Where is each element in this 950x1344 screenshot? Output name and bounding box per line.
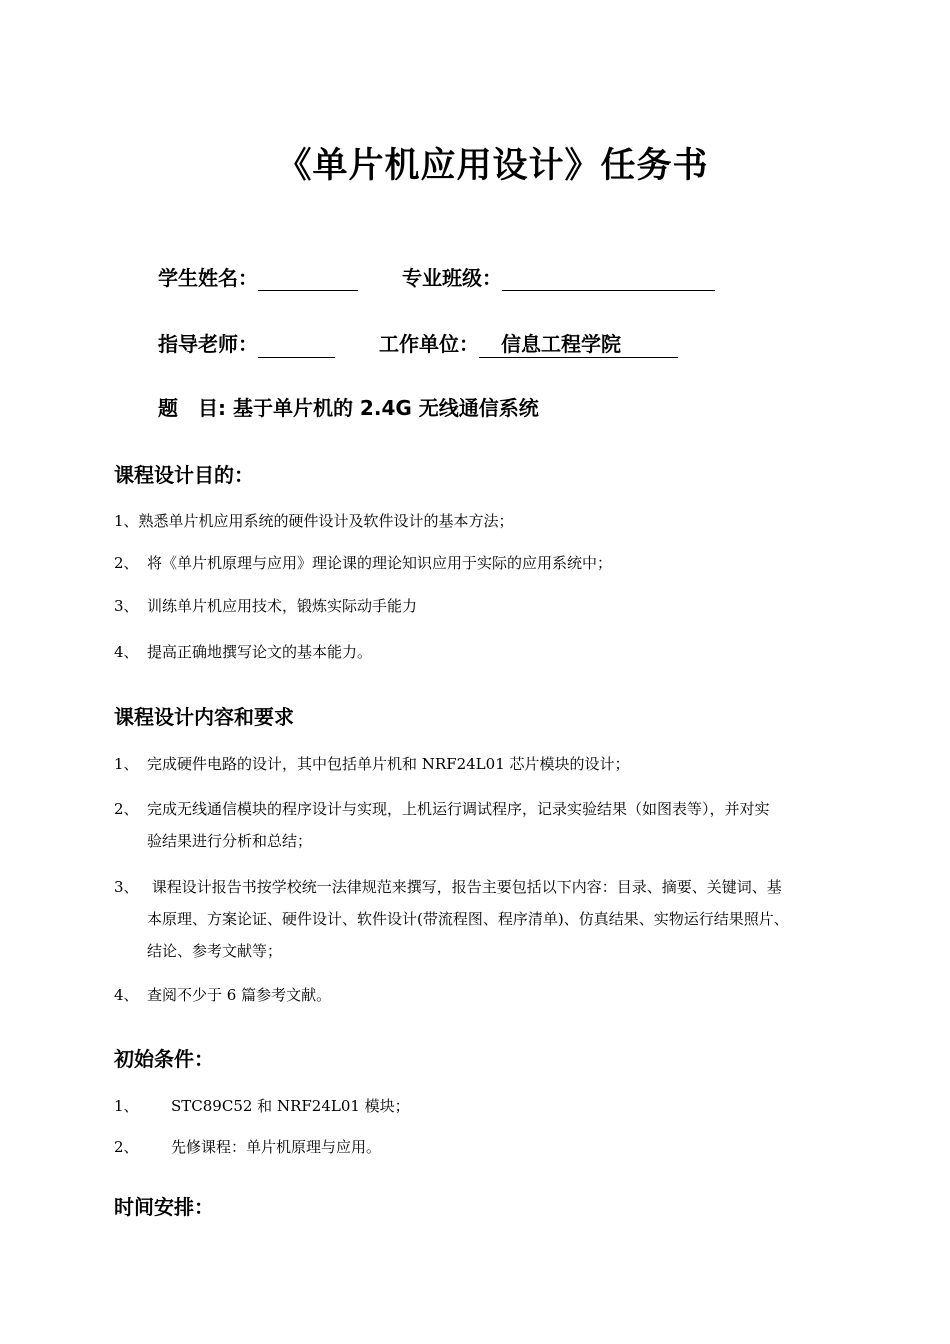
unit-value: 信息工程学院 — [501, 332, 621, 356]
list-item: 2、 将《单片机原理与应用》理论课的理论知识应用于实际的应用系统中； — [114, 554, 613, 572]
teacher-label: 指导老师： — [158, 332, 258, 356]
topic-value: 基于单片机的 2.4G 无线通信系统 — [232, 396, 539, 420]
list-item: 3、 课程设计报告书按学校统一法律规范来撰写，报告主要包括以下内容：目录、摘要、关键词、基 本原理、方案论证、硬件设计、软件设计(带流程图、程序清单)、仿真结果、实物运行结果照片、 结论、参考文献等； — [114, 878, 789, 960]
list-item: 4、 提高正确地撰写论文的基本能力。 — [114, 643, 373, 661]
unit-value-field — [479, 328, 678, 358]
list-item: 2、 先修课程：单片机原理与应用。 — [114, 1138, 382, 1156]
schedule-heading: 时间安排： — [114, 1195, 214, 1219]
list-item: 1、 STC89C52 和 NRF24L01 模块； — [114, 1097, 410, 1115]
list-item: 1、 完成硬件电路的设计，其中包括单片机和 NRF24L01 芯片模块的设计； — [114, 755, 630, 773]
info-row-teacher — [158, 328, 678, 358]
content-heading: 课程设计内容和要求 — [114, 705, 294, 729]
purpose-heading: 课程设计目的： — [114, 463, 254, 487]
document-title: 《单片机应用设计》任务书 — [276, 146, 709, 186]
teacher-blank[interactable] — [258, 335, 335, 358]
conditions-heading: 初始条件： — [114, 1047, 214, 1071]
class-blank[interactable] — [502, 268, 715, 291]
info-row-topic — [158, 392, 539, 421]
unit-label: 工作单位： — [379, 332, 479, 356]
list-item: 2、 完成无线通信模块的程序设计与实现，上机运行调试程序，记录实验结果（如图表等），并对实 验结果进行分析和总结； — [114, 800, 770, 850]
list-item: 4、 查阅不少于 6 篇参考文献。 — [114, 986, 332, 1004]
info-row-student — [158, 262, 715, 291]
student-name-blank[interactable] — [258, 268, 358, 291]
list-item: 3、 训练单片机应用技术，锻炼实际动手能力 — [114, 597, 418, 615]
class-label: 专业班级： — [402, 266, 502, 290]
list-item: 1、熟悉单片机应用系统的硬件设计及软件设计的基本方法； — [114, 512, 514, 530]
student-name-label: 学生姓名： — [158, 266, 258, 290]
topic-label: 题 目: — [158, 396, 226, 420]
